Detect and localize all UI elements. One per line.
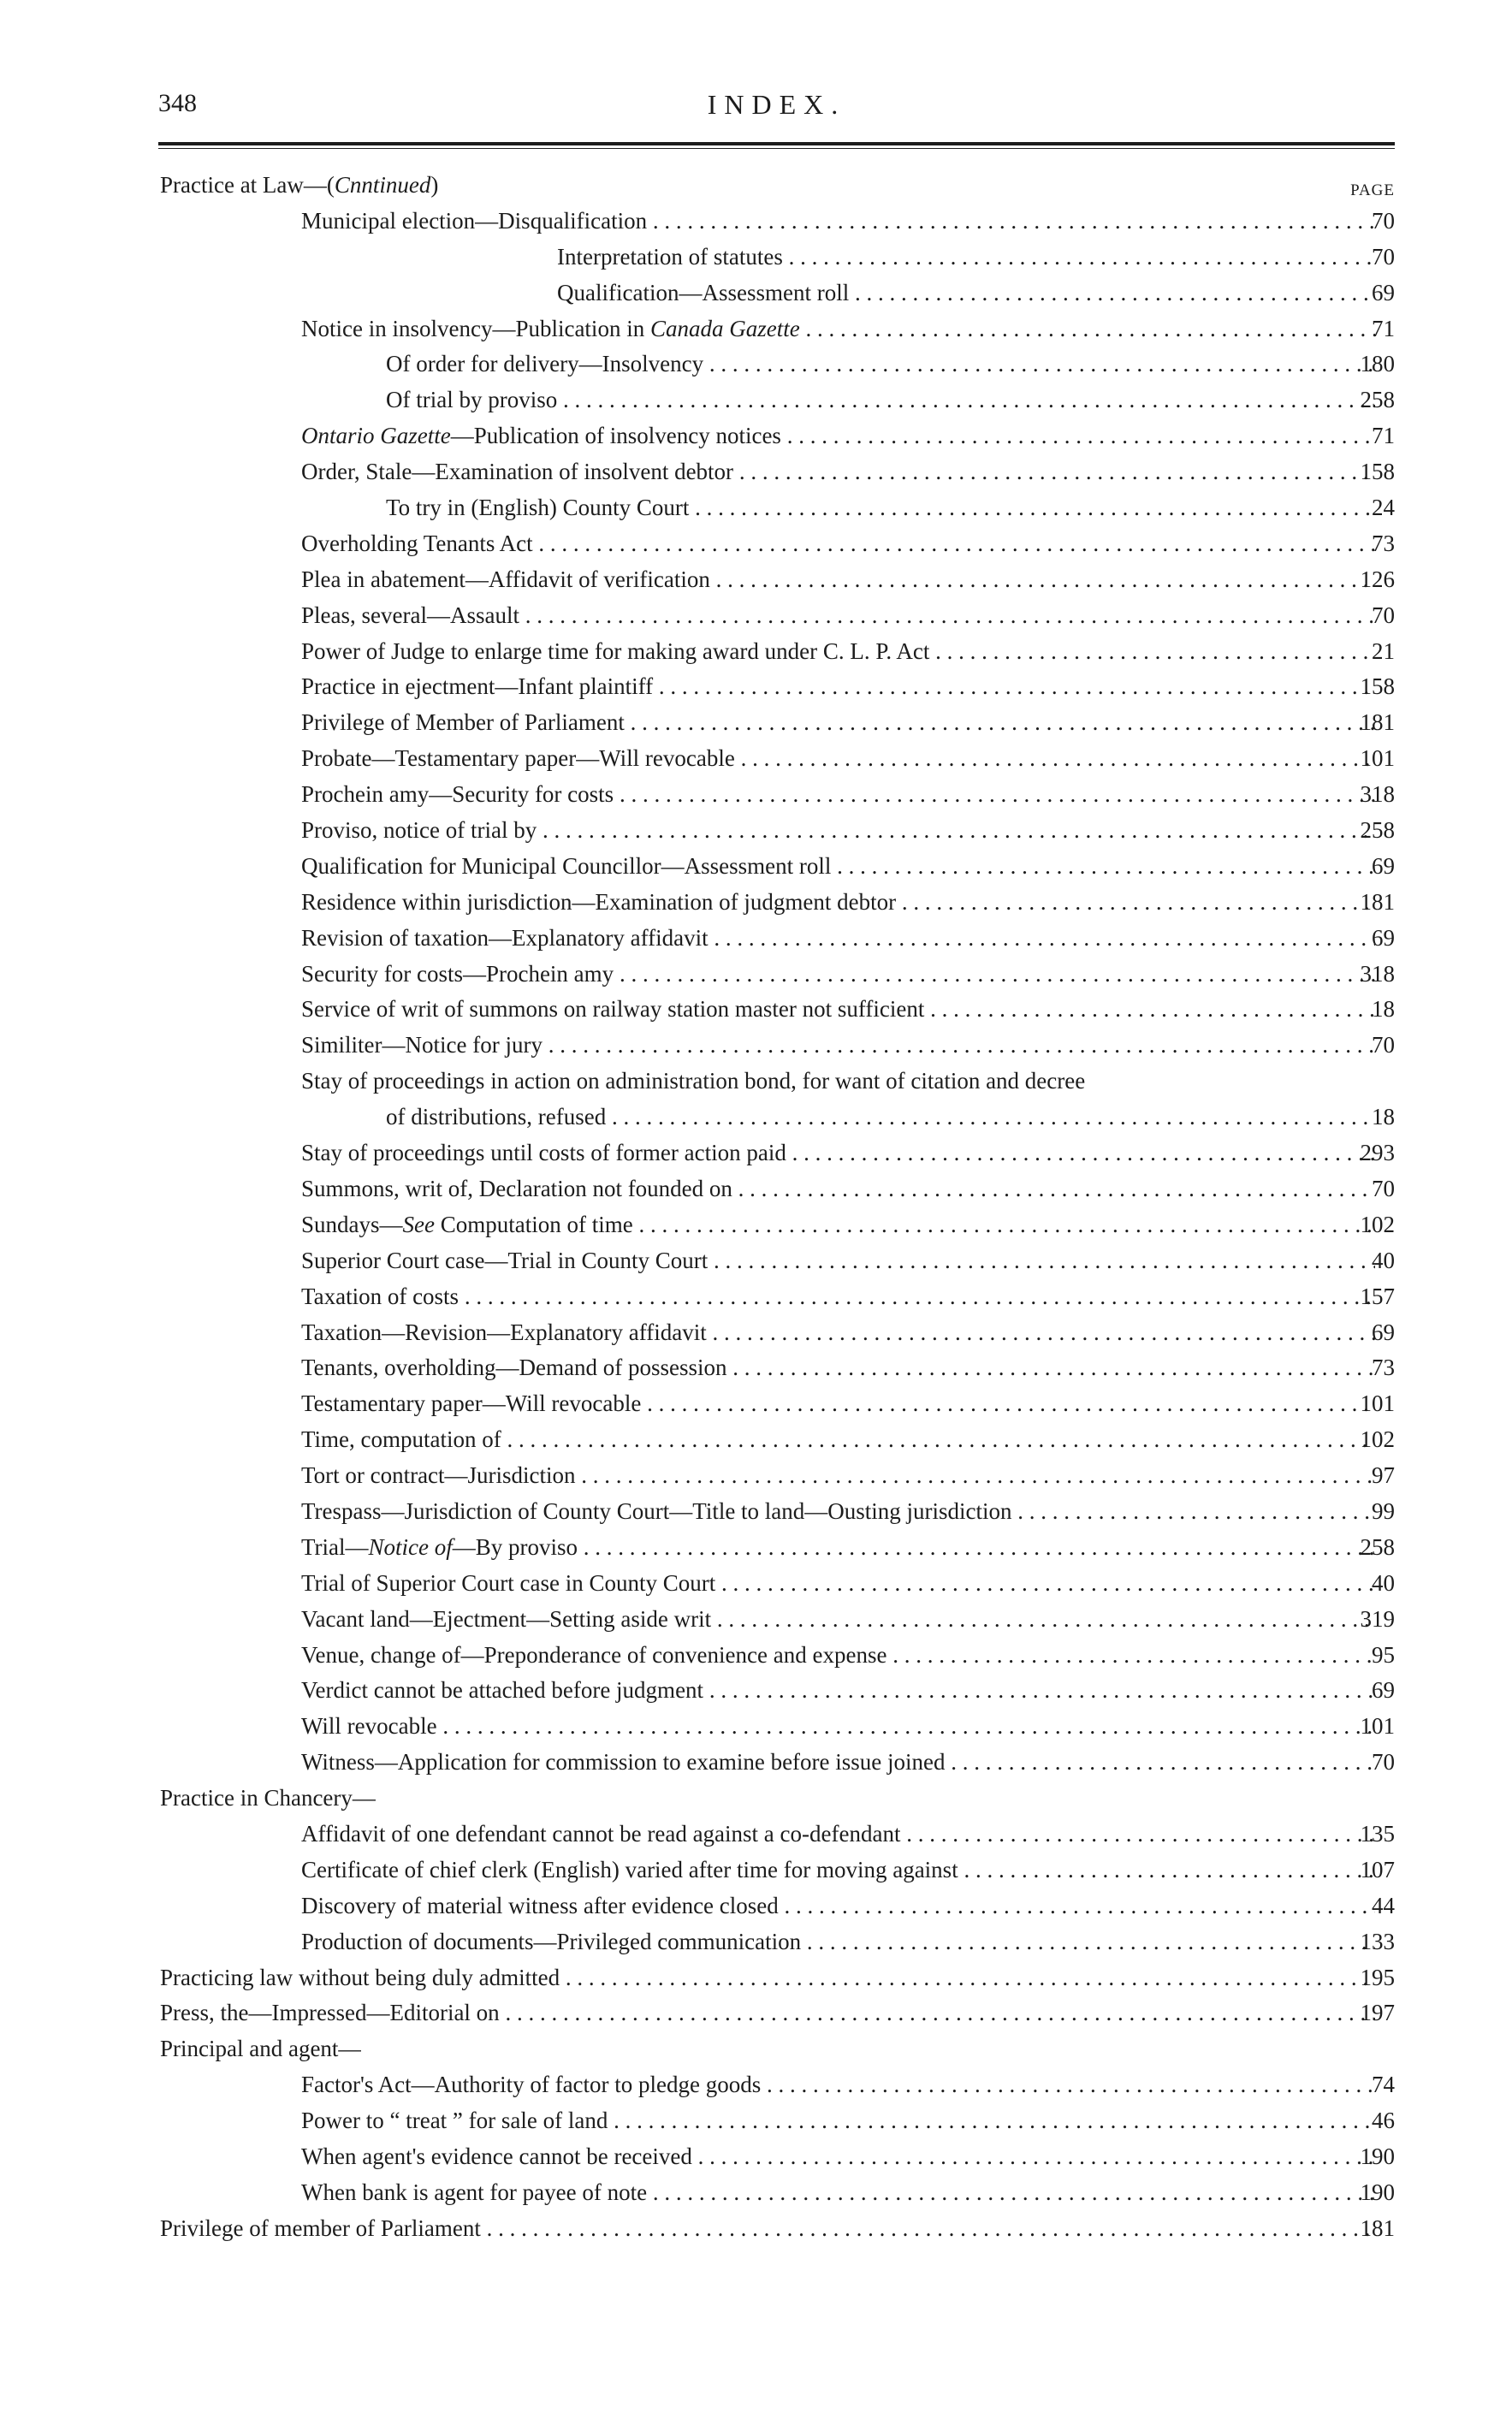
index-entry-page: 24 — [1372, 495, 1395, 521]
index-entry-page: 181 — [1360, 709, 1395, 736]
index-entry-page: 69 — [1372, 852, 1395, 879]
index-entry-page: 46 — [1372, 2108, 1395, 2134]
index-entry-text: Sundays—See Computation of time . . . — [301, 1207, 1375, 1243]
index-entry — [0, 2139, 1512, 2175]
page-header — [158, 89, 1395, 133]
index-entry-page: 318 — [1360, 781, 1395, 808]
index-entry-text: Witness—Application for commission to examine before issue joined . . . — [301, 1745, 1375, 1781]
index-entry-text: Power of Judge to enlarge time for making award under C. L. P. Act . . . — [301, 634, 1375, 670]
index-entry — [0, 1028, 1512, 1064]
index-entry-text: Production of documents—Privileged communication . . . — [301, 1924, 1375, 1960]
index-entry — [0, 276, 1512, 311]
index-entry-page: 107 — [1360, 1856, 1395, 1882]
index-entry-text: Practicing law without being duly admitted . . . — [160, 1960, 1375, 1996]
index-entry — [0, 1386, 1512, 1422]
index-entry-page: 101 — [1360, 745, 1395, 772]
index-entry-text: Press, the—Impressed—Editorial on . . . — [160, 1995, 1375, 2031]
index-entry-page: 44 — [1372, 1892, 1395, 1918]
index-entry-page: 70 — [1372, 207, 1395, 234]
index-entry — [0, 418, 1512, 454]
index-entry — [0, 1207, 1512, 1243]
index-entry-page: 73 — [1372, 1355, 1395, 1381]
index-entry-text: Probate—Testamentary paper—Will revocable . . . — [301, 741, 1375, 777]
index-entry-text: Factor's Act—Authority of factor to pledge goods . . . — [301, 2067, 1375, 2103]
index-entry — [0, 1494, 1512, 1530]
index-entry-page: 70 — [1372, 1032, 1395, 1058]
index-entry-text: Municipal election—Disqualification . . . — [301, 204, 1375, 240]
index-entry-text: Service of writ of summons on railway station master not sufficient . . . — [301, 992, 1375, 1028]
index-entry — [0, 1960, 1512, 1996]
index-entry-page: 40 — [1372, 1247, 1395, 1273]
page-column-label: PAGE — [1350, 181, 1395, 199]
index-entry-text: Prochein amy—Security for costs . . . — [301, 777, 1375, 813]
index-entry — [0, 1566, 1512, 1602]
index-entry — [0, 2211, 1512, 2247]
index-entry-page: 126 — [1360, 566, 1395, 592]
index-entry-text: Certificate of chief clerk (English) varied after time for moving against . . . — [301, 1853, 1375, 1888]
index-entry-text: Tenants, overholding—Demand of possession . . . — [301, 1350, 1375, 1386]
index-entry — [0, 1100, 1512, 1135]
index-entry-text: Notice in insolvency—Publication in Canada Gazette . . . — [301, 311, 1375, 347]
index-entry — [0, 885, 1512, 921]
index-entry-text: Plea in abatement—Affidavit of verification . . . — [301, 562, 1375, 598]
index-entry-page: 258 — [1360, 387, 1395, 413]
index-entry — [0, 1422, 1512, 1458]
index-entry — [0, 669, 1512, 705]
index-entry-text: Principal and agent— — [160, 2036, 362, 2062]
index-entry-text: Of order for delivery—Insolvency . . . — [386, 347, 1375, 382]
index-entry-text: Testamentary paper—Will revocable . . . — [301, 1386, 1375, 1422]
index-entry — [0, 382, 1512, 418]
index-entry — [0, 1279, 1512, 1315]
index-entry-page: 21 — [1372, 637, 1395, 664]
index-entry-page: 95 — [1372, 1641, 1395, 1668]
index-entry — [0, 1602, 1512, 1638]
index-entry-text: Trial of Superior Court case in County Court . . . — [301, 1566, 1375, 1602]
index-entry-text: Time, computation of . . . — [301, 1422, 1375, 1458]
index-entry-text: Qualification—Assessment roll . . . — [557, 276, 1375, 311]
index-entry — [0, 1530, 1512, 1566]
index-entry-text: Pleas, several—Assault . . . — [301, 598, 1375, 634]
index-entry-text: Residence within jurisdiction—Examination of judgment debtor . . . — [301, 885, 1375, 921]
index-entry-page: 73 — [1372, 530, 1395, 556]
index-entry-text: When bank is agent for payee of note . . . — [301, 2175, 1375, 2211]
index-entry-page: 71 — [1372, 315, 1395, 341]
index-entry-text: Venue, change of—Preponderance of convenience and expense . . . — [301, 1638, 1375, 1674]
page-title: INDEX. — [707, 89, 846, 120]
index-entry-page: 97 — [1372, 1462, 1395, 1489]
index-entry-page: 180 — [1360, 351, 1395, 377]
index-entry-page: 102 — [1360, 1211, 1395, 1237]
index-entry — [0, 2103, 1512, 2139]
index-entry-page: 293 — [1360, 1140, 1395, 1166]
index-entry — [0, 1064, 1512, 1100]
index-entry — [0, 1638, 1512, 1674]
index-entry — [0, 598, 1512, 634]
index-entry — [0, 1709, 1512, 1745]
index-entry — [0, 1673, 1512, 1709]
index-entry-text: Privilege of Member of Parliament . . . — [301, 705, 1375, 741]
index-entry-text: Practice in ejectment—Infant plaintiff . . . — [301, 669, 1375, 705]
index-entry — [0, 705, 1512, 741]
index-entry-page: 18 — [1372, 996, 1395, 1023]
index-entry — [0, 1135, 1512, 1171]
index-entry-page: 135 — [1360, 1820, 1395, 1847]
index-entry-page: 99 — [1372, 1497, 1395, 1524]
index-entry-text: Privilege of member of Parliament . . . — [160, 2211, 1375, 2247]
header-rule-thick — [158, 142, 1395, 145]
index-entry — [0, 1458, 1512, 1494]
index-entry — [0, 992, 1512, 1028]
index-entry-page: 70 — [1372, 243, 1395, 270]
index-entry-page: 258 — [1360, 817, 1395, 844]
index-entry-text: Will revocable . . . — [301, 1709, 1375, 1745]
index-entry — [0, 2067, 1512, 2103]
index-entry-page: 158 — [1360, 459, 1395, 485]
index-entry — [0, 741, 1512, 777]
index-entry-page: 101 — [1360, 1713, 1395, 1740]
index-entry-page: 158 — [1360, 673, 1395, 700]
index-entry-page: 71 — [1372, 423, 1395, 449]
index-entry-text: Stay of proceedings until costs of former action paid . . . — [301, 1135, 1375, 1171]
index-entry — [0, 1315, 1512, 1351]
index-entry-text: Vacant land—Ejectment—Setting aside writ . . . — [301, 1602, 1375, 1638]
index-entry-text: To try in (English) County Court . . . — [386, 490, 1375, 526]
index-entry-page: 70 — [1372, 1175, 1395, 1201]
index-entry — [0, 526, 1512, 562]
index-entry — [0, 454, 1512, 490]
index-entry-page: 197 — [1360, 2000, 1395, 2026]
index-entry-text: Practice in Chancery— — [160, 1785, 376, 1811]
index-entry — [0, 634, 1512, 670]
index-entry-text: of distributions, refused . . . — [386, 1100, 1375, 1135]
index-entry — [0, 240, 1512, 276]
index-entry-page: 190 — [1360, 2143, 1395, 2169]
index-entry-text: Interpretation of statutes . . . — [557, 240, 1375, 276]
page-number: 348 — [158, 89, 197, 117]
index-entry-page: 74 — [1372, 2072, 1395, 2098]
index-entry-page: 133 — [1360, 1928, 1395, 1954]
index-entry-text: Of trial by proviso . . . — [386, 382, 1375, 418]
index-entry-page: 181 — [1360, 2215, 1395, 2241]
index-entry-text: Revision of taxation—Explanatory affidavit . . . — [301, 921, 1375, 957]
index-entry — [0, 1995, 1512, 2031]
index-entry-page: 70 — [1372, 1749, 1395, 1776]
index-entry-text: Summons, writ of, Declaration not founded on . . . — [301, 1171, 1375, 1207]
index-entry-text: Verdict cannot be attached before judgment . . . — [301, 1673, 1375, 1709]
index-entry — [0, 2175, 1512, 2211]
index-entry-text: Taxation—Revision—Explanatory affidavit . . . — [301, 1315, 1375, 1351]
index-entry-page: 69 — [1372, 279, 1395, 305]
index-entry-page: 181 — [1360, 888, 1395, 915]
index-entry-page: 157 — [1360, 1283, 1395, 1309]
index-entry-page: 190 — [1360, 2179, 1395, 2205]
index-entry-text: Superior Court case—Trial in County Court . . . — [301, 1243, 1375, 1279]
index-entry — [0, 1781, 1512, 1817]
index-entry-text: Tort or contract—Jurisdiction . . . — [301, 1458, 1375, 1494]
index-entry-page: 69 — [1372, 1677, 1395, 1704]
index-entry — [0, 1817, 1512, 1853]
index-entry — [0, 1924, 1512, 1960]
index-entry-text: Trespass—Jurisdiction of County Court—Title to land—Ousting jurisdiction . . . — [301, 1494, 1375, 1530]
index-entry-text: Proviso, notice of trial by . . . — [301, 813, 1375, 849]
index-entry — [0, 1243, 1512, 1279]
index-entry — [0, 777, 1512, 813]
index-entry — [0, 562, 1512, 598]
index-entry-text: Similiter—Notice for jury . . . — [301, 1028, 1375, 1064]
index-entry — [0, 204, 1512, 240]
index-entry-page: 70 — [1372, 602, 1395, 628]
index-entry-text: Power to “ treat ” for sale of land . . . — [301, 2103, 1375, 2139]
index-entry-text: Security for costs—Prochein amy . . . — [301, 957, 1375, 993]
index-entry-page: 102 — [1360, 1426, 1395, 1453]
index-entry-page: 101 — [1360, 1390, 1395, 1417]
index-entry-text: Ontario Gazette—Publication of insolvency notices . . . — [301, 418, 1375, 454]
index-entry — [0, 168, 1512, 204]
index-entry — [0, 2031, 1512, 2067]
index-entry-page: 18 — [1372, 1104, 1395, 1130]
index-entry — [0, 957, 1512, 993]
index-entry-text: Taxation of costs . . . — [301, 1279, 1375, 1315]
index-entry-page: 69 — [1372, 1319, 1395, 1345]
index-entry — [0, 1745, 1512, 1781]
index-entry-text: Overholding Tenants Act . . . — [301, 526, 1375, 562]
index-entry — [0, 1853, 1512, 1888]
index-entry — [0, 1171, 1512, 1207]
index-entry — [0, 490, 1512, 526]
index-entry-text: Stay of proceedings in action on administration bond, for want of citation and decree — [301, 1068, 1086, 1094]
index-entry — [0, 1888, 1512, 1924]
index-entry-text: Order, Stale—Examination of insolvent debtor . . . — [301, 454, 1375, 490]
index-entry-page: 40 — [1372, 1569, 1395, 1596]
header-rule-thin — [158, 148, 1395, 149]
index-entry-text: Affidavit of one defendant cannot be read against a co-defendant . . . — [301, 1817, 1375, 1853]
index-entry-text: Discovery of material witness after evidence closed . . . — [301, 1888, 1375, 1924]
index-entry-page: 258 — [1360, 1533, 1395, 1560]
index-entry-text: Trial—Notice of—By proviso . . . — [301, 1530, 1375, 1566]
index-entry — [0, 921, 1512, 957]
index-entries — [0, 168, 1512, 2247]
index-entry — [0, 347, 1512, 382]
index-entry-page: 195 — [1360, 1964, 1395, 1990]
index-entry — [0, 1350, 1512, 1386]
index-entry-text: Qualification for Municipal Councillor—Assessment roll . . . — [301, 849, 1375, 885]
index-entry — [0, 813, 1512, 849]
index-entry — [0, 311, 1512, 347]
index-entry — [0, 849, 1512, 885]
index-entry-text: Practice at Law—(Cnntinued) — [160, 172, 439, 198]
index-entry-text: When agent's evidence cannot be received . . . — [301, 2139, 1375, 2175]
index-entry-page: 318 — [1360, 960, 1395, 987]
index-entry-page: 69 — [1372, 924, 1395, 951]
index-entry-page: 319 — [1360, 1605, 1395, 1632]
